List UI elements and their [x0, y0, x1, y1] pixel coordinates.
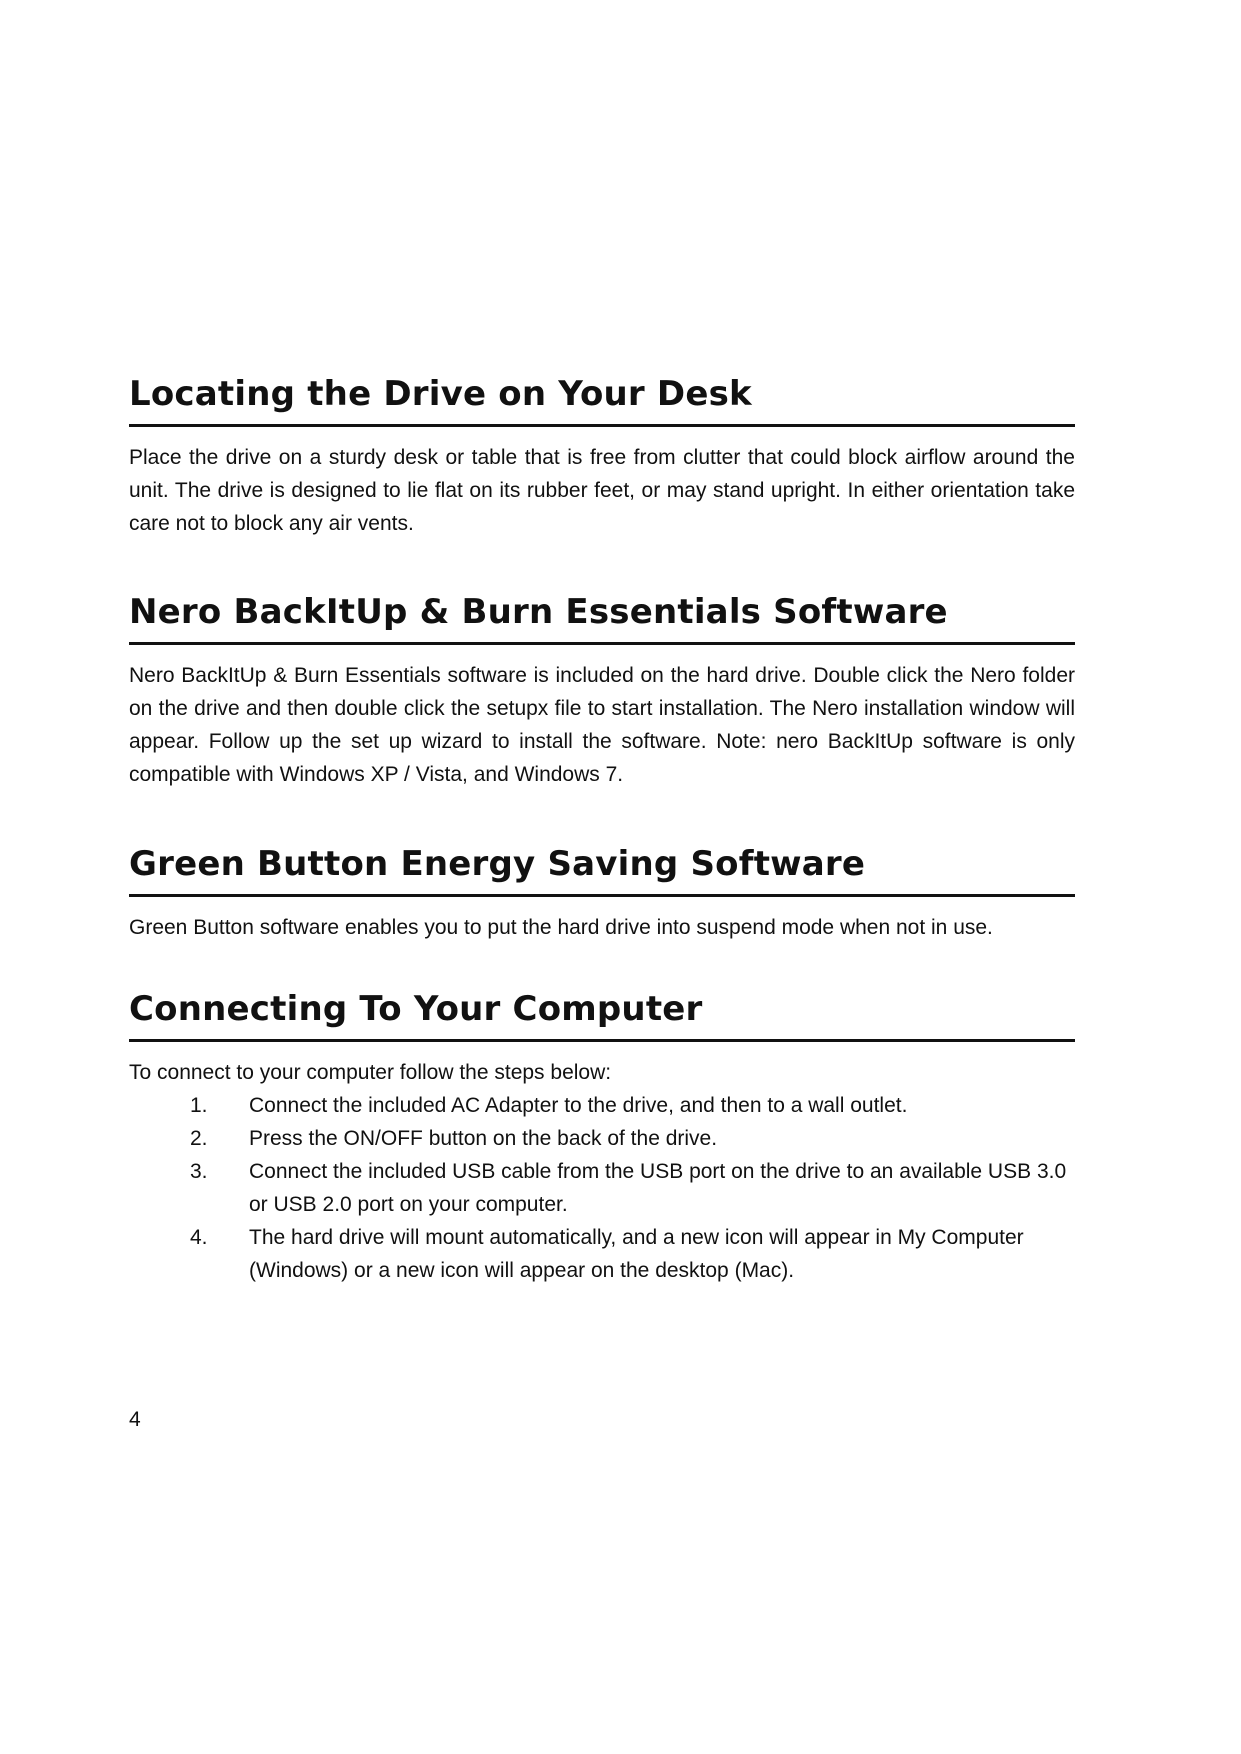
- step-text: Connect the included USB cable from the USB port on the drive to an available USB 3.0 or USB 2.0 port on your computer.: [249, 1160, 1067, 1216]
- section-nero-software: [129, 590, 1075, 791]
- list-item: [129, 1221, 1075, 1287]
- steps-list: [129, 1089, 1075, 1287]
- step-number: 2.: [190, 1127, 208, 1150]
- step-number: 4.: [190, 1226, 208, 1249]
- section-body: Place the drive on a sturdy desk or table that is free from clutter that could block airflow around the unit. The drive is designed to lie flat on its rubber feet, or may stand upright. In either orientation take care not to block any air vents.: [129, 446, 1075, 535]
- step-text: The hard drive will mount automatically, and a new icon will appear in My Computer (Windows) or a new icon will appear on the desktop (Mac).: [249, 1226, 1024, 1282]
- list-item: [129, 1122, 1075, 1155]
- section-connecting-computer: [129, 987, 1075, 1287]
- page-number: 4: [129, 1408, 141, 1431]
- section-body: Green Button software enables you to put the hard drive into suspend mode when not in use.: [129, 916, 993, 939]
- section-heading: Connecting To Your Computer: [129, 987, 1075, 1042]
- list-item: [129, 1089, 1075, 1122]
- section-heading: Locating the Drive on Your Desk: [129, 372, 1075, 427]
- section-green-button: [129, 842, 1075, 944]
- step-number: 3.: [190, 1160, 208, 1183]
- step-text: Press the ON/OFF button on the back of the drive.: [249, 1127, 718, 1150]
- section-locating-drive: [129, 372, 1075, 540]
- step-number: 1.: [190, 1094, 208, 1117]
- section-intro: To connect to your computer follow the steps below:: [129, 1061, 612, 1084]
- list-item: [129, 1155, 1075, 1221]
- section-heading: Nero BackItUp & Burn Essentials Software: [129, 590, 1075, 645]
- document-page: [129, 372, 1075, 1287]
- section-heading: Green Button Energy Saving Software: [129, 842, 1075, 897]
- step-text: Connect the included AC Adapter to the drive, and then to a wall outlet.: [249, 1094, 908, 1117]
- section-body: Nero BackItUp & Burn Essentials software is included on the hard drive. Double click the Nero folder on the drive and then double click the setupx file to start installation. The Nero installation window will appear. Follow up the set up wizard to install the software. Note: nero BackItUp software is only compatible with Windows XP / Vista, and Windows 7.: [129, 664, 1075, 786]
